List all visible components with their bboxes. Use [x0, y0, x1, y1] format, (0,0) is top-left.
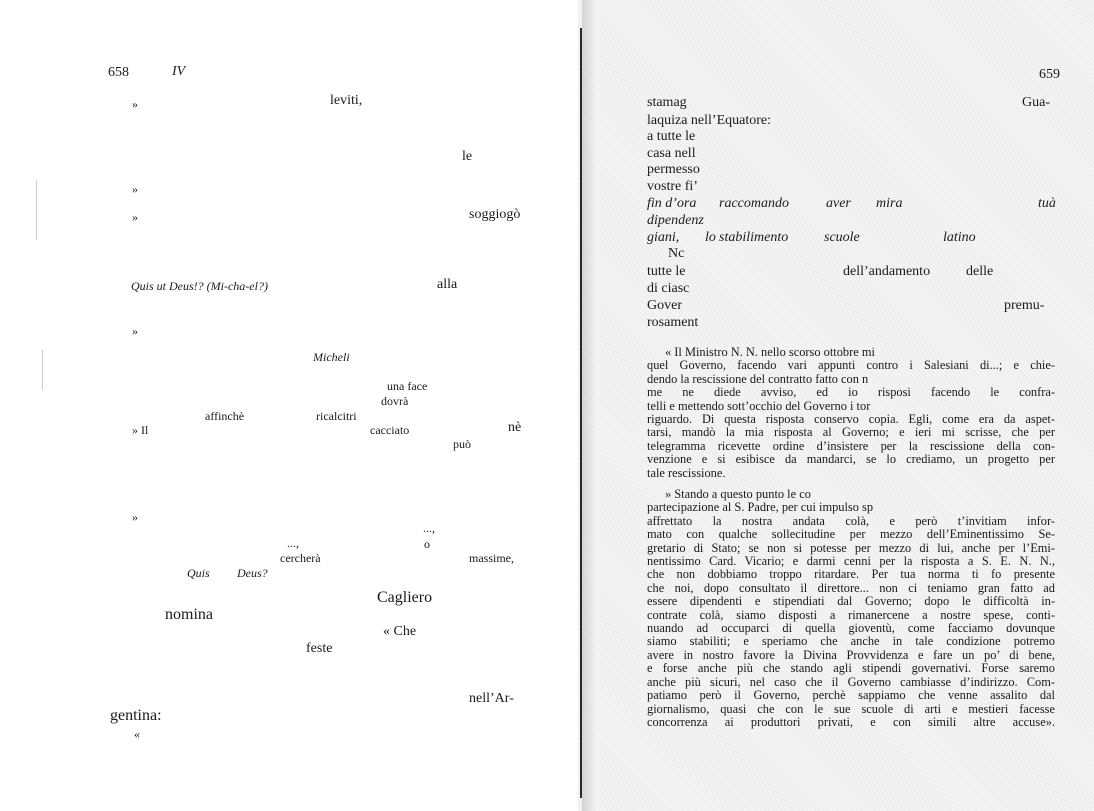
- text-line: anche più sicuri, nel caso che il Governo cambiasse d’indirizzo. Com-: [647, 674, 1055, 689]
- text-fragment: Deus?: [237, 566, 268, 580]
- text-fragment: mira: [876, 196, 903, 211]
- text-line: siamo stabiliti; e speriamo che anche in tale condizione potremo: [647, 634, 1055, 649]
- text-fragment: »: [132, 324, 138, 338]
- text-fragment: cacciato: [370, 423, 410, 437]
- text-fragment: le: [462, 149, 473, 164]
- text-line: dendo la rescissione del contratto fatto con n: [647, 371, 869, 386]
- text-line: patiamo però il Governo, perchè sappiamo che venne assalito dal: [647, 688, 1055, 703]
- text-fragment: premu-: [1004, 298, 1045, 313]
- text-line: essere dipendenti e stipendiati dal Governo; dopo le difficoltà in-: [647, 594, 1055, 609]
- text-fragment: ricalcitri: [316, 409, 357, 423]
- letter-paragraph: [647, 346, 1055, 480]
- text-fragment: alla: [437, 277, 458, 292]
- text-fragment: può: [453, 437, 471, 451]
- letter-paragraph: [647, 488, 1055, 729]
- text-fragment: aver: [826, 196, 851, 211]
- text-line: Gover: [647, 298, 682, 313]
- text-fragment: ...,: [287, 536, 299, 550]
- text-line: giani,: [647, 230, 680, 245]
- text-line: tarsi, mandò la mia risposta al Governo; e ieri mi scrisse, che per: [647, 425, 1055, 440]
- text-fragment: lo: [705, 230, 716, 245]
- book-spine: [580, 28, 582, 798]
- text-line: rosament: [647, 315, 699, 330]
- text-line: vostre fi’: [647, 179, 698, 194]
- chapter-heading: IV: [172, 64, 186, 79]
- text-line: affrettato la nostra andata colà, e però t’invitiam infor-: [647, 513, 1055, 528]
- text-line: avere in nostro favore la Divina Provvidenza e fare un po’ di bene,: [647, 647, 1055, 662]
- text-fragment: dell’andamento: [843, 264, 931, 279]
- text-line: contrate colà, siamo disposti a rimanercene a nostre spese, conti-: [647, 607, 1055, 622]
- text-line: laquiza nell’Equatore:: [647, 113, 771, 128]
- text-line: dipendenz: [647, 213, 704, 228]
- text-fragment: tuà: [1038, 196, 1056, 211]
- text-fragment: Micheli: [313, 350, 350, 364]
- text-fragment: una face: [387, 379, 428, 393]
- text-fragment: ...,: [423, 521, 435, 535]
- text-line: quel Governo, facendo vari appunti contro i Salesiani di...; e chie-: [647, 358, 1055, 373]
- text-line: telli e mettendo sott’occhio del Governo i tor: [647, 398, 871, 413]
- text-line: tale rescissione.: [647, 465, 726, 480]
- book-gutter-shadow: [582, 0, 596, 811]
- text-fragment: scuole: [824, 230, 860, 245]
- text-fragment: Cagliero: [377, 589, 433, 606]
- text-line: riguardo. Di questa risposta conservo copia. Egli, come era da aspet-: [647, 412, 1055, 427]
- text-fragment: nell’Ar-: [469, 691, 514, 706]
- text-fragment: Quis ut Deus!? (Mi-cha-el?): [131, 279, 268, 293]
- scan-speck: [42, 350, 43, 390]
- text-fragment: nomina: [165, 606, 213, 623]
- page-number: 658: [108, 65, 129, 80]
- text-fragment: » Il: [132, 423, 149, 437]
- text-fragment: feste: [306, 641, 333, 656]
- text-fragment: latino: [943, 230, 976, 245]
- scan-speck: [36, 180, 37, 240]
- text-fragment: « Che: [383, 624, 417, 639]
- text-line: di ciasc: [647, 281, 690, 296]
- text-fragment: »: [132, 182, 138, 196]
- text-line: nentissimo Card. Vicario; e darmi cenni per la risposta a S. E. N. N.,: [647, 554, 1055, 569]
- text-line: » Stando a questo punto le co: [665, 487, 811, 501]
- text-fragment: Gua-: [1022, 95, 1050, 110]
- text-line: gretario di Stato; se non si potesse per mezzo di lui, anche per l’Emi-: [647, 540, 1055, 555]
- text-fragment: massime,: [469, 551, 514, 565]
- text-line: telegramma ricevette ordine d’insistere per la rescissione della con-: [647, 438, 1055, 453]
- text-fragment: raccomando: [719, 196, 789, 211]
- text-line: fin d’ora: [647, 196, 697, 211]
- text-fragment: «: [134, 727, 140, 741]
- text-line: venzione e si esibisce da mandarci, se lo crediamo, un progetto per: [647, 452, 1055, 467]
- text-fragment: Quis: [187, 566, 210, 580]
- text-fragment: gentina:: [110, 707, 162, 724]
- text-fragment: leviti,: [330, 93, 363, 108]
- page-number: 659: [1039, 67, 1060, 82]
- text-fragment: dovrà: [381, 394, 409, 408]
- text-fragment: stabilimento: [719, 230, 789, 245]
- text-line: stamag: [647, 95, 687, 110]
- text-line: che non dobbiamo troppo ritardare. Per tua norma ti fo presente: [647, 567, 1055, 582]
- text-fragment: delle: [966, 264, 994, 279]
- text-line: e forse anche più che stando agli stipendi governativi. Forse saremo: [647, 661, 1055, 676]
- text-fragment: nè: [508, 420, 522, 435]
- text-line: tutte le: [647, 264, 686, 279]
- text-line: concorrenza ai produttori privati, e con simili altre accuse».: [647, 714, 1055, 729]
- text-line: nuando ad occuparci di quella gioventù, come facciamo dovunque: [647, 621, 1055, 636]
- text-fragment: o: [424, 537, 430, 551]
- text-fragment: »: [132, 97, 138, 111]
- text-line: « Il Ministro N. N. nello scorso ottobre mi: [665, 345, 875, 359]
- text-fragment: affinchè: [205, 409, 245, 423]
- text-line: casa nell: [647, 146, 696, 161]
- text-line: me ne diede avviso, ed io risposi facendo le confra-: [647, 385, 1055, 400]
- text-fragment: cercherà: [280, 551, 321, 565]
- text-line: che noi, dopo consultato il direttore... non ci teniamo gran fatto ad: [647, 580, 1055, 595]
- text-line: partecipazione al S. Padre, per cui impulso sp: [647, 500, 874, 515]
- text-line: a tutte le: [647, 129, 696, 144]
- text-line: permesso: [647, 162, 700, 177]
- text-line: Nc: [668, 246, 685, 261]
- text-line: mato con qualche sollecitudine per mezzo dell’Eminentissimo Se-: [647, 527, 1055, 542]
- text-line: giornalismo, quasi che con le sue scuole di arti e mestieri facesse: [647, 701, 1055, 716]
- text-fragment: soggiogò: [469, 207, 521, 222]
- text-fragment: »: [132, 510, 138, 524]
- text-fragment: »: [132, 210, 138, 224]
